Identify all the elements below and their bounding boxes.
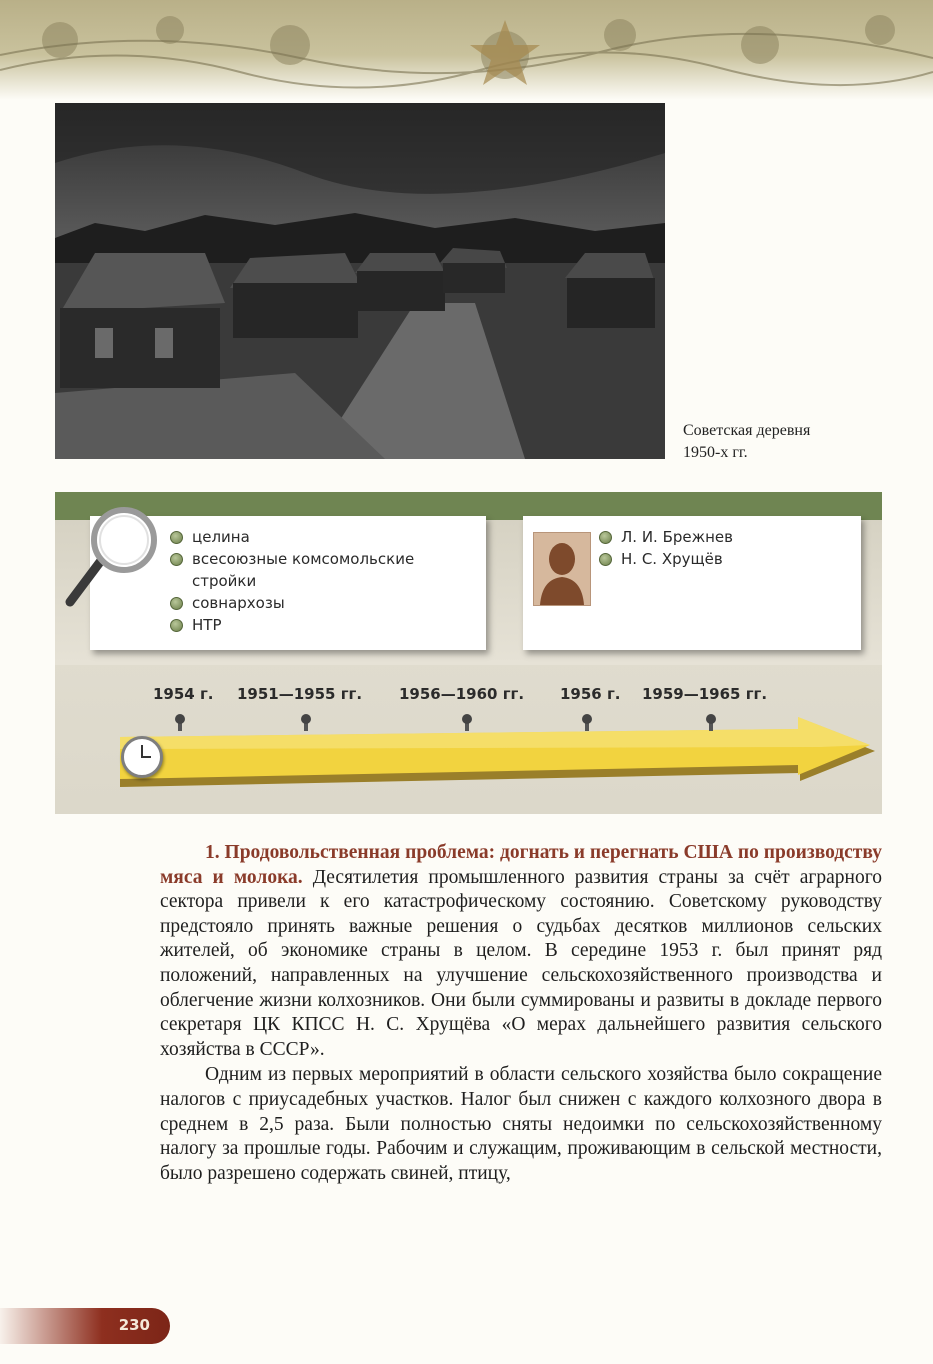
persons-list <box>599 526 733 570</box>
person-item: Л. И. Брежнев <box>599 526 733 548</box>
page-number: 230 <box>118 1316 150 1334</box>
timeline-pin <box>304 719 308 731</box>
village-photo <box>55 103 665 459</box>
timeline-arrow <box>120 717 880 797</box>
magnifier-icon <box>62 504 162 614</box>
caption-line-1: Советская деревня <box>683 422 811 439</box>
timeline-date: 1956—1960 гг. <box>399 685 525 703</box>
body-text <box>160 841 882 1186</box>
timeline-date: 1951—1955 гг. <box>237 685 363 703</box>
page-number-tab <box>0 1308 170 1344</box>
persons-card <box>523 516 861 650</box>
concept-item: совнархозы <box>170 592 414 614</box>
timeline-date: 1956 г. <box>560 685 621 703</box>
concept-item: целина <box>170 526 414 548</box>
page-header-ornament <box>0 0 933 100</box>
concepts-list <box>170 526 414 636</box>
timeline-pin <box>585 719 589 731</box>
timeline-date: 1959—1965 гг. <box>642 685 768 703</box>
bullet-icon <box>170 619 183 632</box>
timeline-date: 1954 г. <box>153 685 214 703</box>
key-terms-panel <box>55 492 882 814</box>
bullet-icon <box>170 553 183 566</box>
clock-icon <box>121 736 163 778</box>
bullet-icon <box>170 597 183 610</box>
bullet-icon <box>170 531 183 544</box>
photo-caption <box>683 420 903 464</box>
paragraph-1 <box>160 841 882 1062</box>
timeline-pin <box>709 719 713 731</box>
person-item: Н. С. Хрущёв <box>599 548 733 570</box>
concept-item: НТР <box>170 614 414 636</box>
timeline-pin <box>178 719 182 731</box>
paragraph-2: Одним из первых мероприятий в области сельского хозяйства было сокращение налогов с приусадебных участков. Налог был снижен с каждого колхозного двора в среднем в 2,5 раза. Были полностью сняты недоимки по сельскохозяйственному налогу за прошлые годы. Рабочим и служащим, проживающим в сельской местности, было разрешено содержать свиней, птицу, <box>160 1064 882 1184</box>
concept-item: всесоюзные комсомольские <box>170 548 414 570</box>
section-heading: 1. Продовольственная проблема: догнать и перегнать США по производству мяса и молока. <box>160 842 882 888</box>
concepts-card <box>90 516 486 650</box>
concept-item-continuation: стройки <box>192 572 257 590</box>
timeline-pin <box>465 719 469 731</box>
person-silhouette-icon <box>533 532 591 606</box>
paragraph-1-text: Десятилетия промышленного развития страны за счёт аграрного сектора привели к его катастрофическому состоянию. Советскому руководству предстояло принять важные решения о судьбах десятков миллионов сельских жителей, об экономике страны в целом. В середине 1953 г. был принят ряд положений, направленных на улучшение сельскохозяйственного производства и облегчение жизни колхозников. Они были суммированы и развиты в докладе первого секретаря ЦК КПСС Н. С. Хрущёва «О мерах дальнейшего развития сельского хозяйства в СССР». <box>160 866 883 1060</box>
caption-line-2: 1950-х гг. <box>683 444 748 461</box>
bullet-icon <box>599 531 612 544</box>
bullet-icon <box>599 553 612 566</box>
